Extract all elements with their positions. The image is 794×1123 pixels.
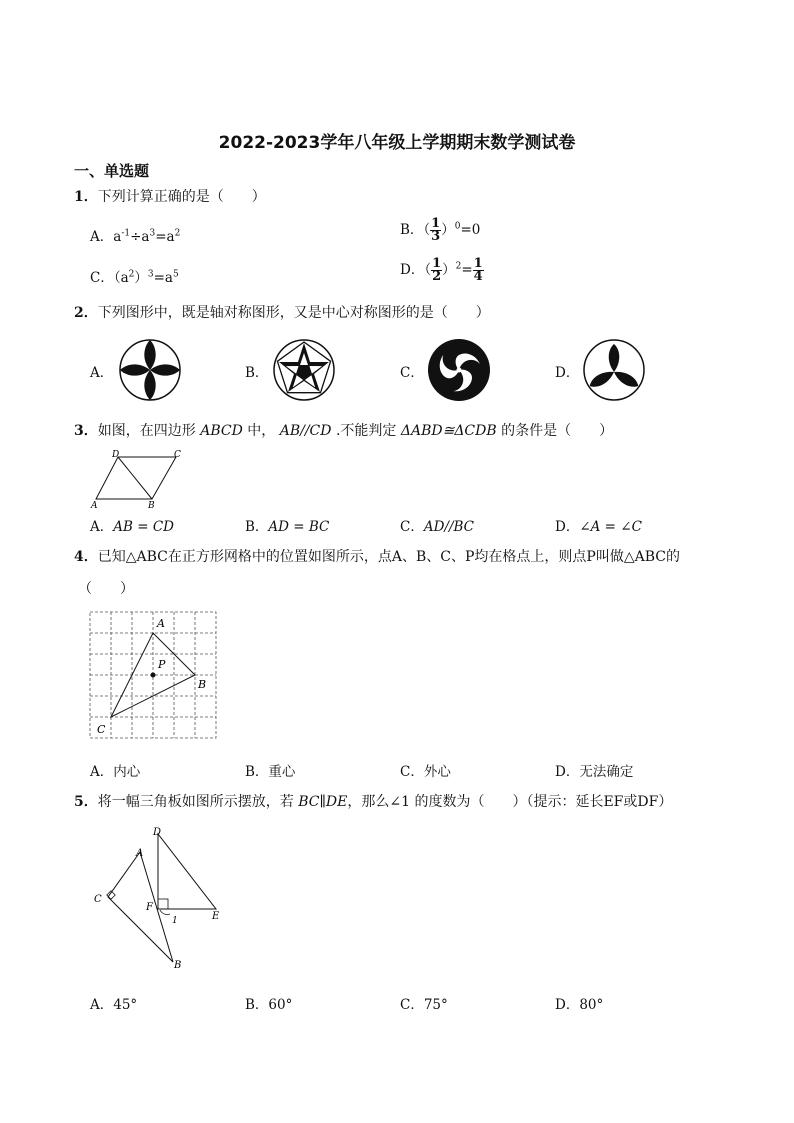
- label-d: D: [112, 450, 120, 460]
- label-a: A: [91, 501, 98, 510]
- denominator: 2: [432, 269, 442, 284]
- label-d: D: [153, 827, 162, 838]
- q5-option-d[interactable]: D．80°: [555, 997, 604, 1013]
- option-label: A．: [90, 519, 114, 535]
- q5-option-a[interactable]: A．45°: [90, 997, 138, 1013]
- math-text: （: [424, 262, 432, 278]
- math-text: =: [461, 262, 473, 278]
- label-f: F: [146, 902, 153, 913]
- exponent: 3: [147, 269, 154, 280]
- option-label: B．: [245, 519, 269, 535]
- option-label: D．: [400, 262, 425, 278]
- stem-text: 中，: [247, 423, 276, 439]
- q1-option-a[interactable]: [90, 225, 180, 245]
- option-label: A．: [90, 229, 114, 245]
- math-text: ）: [134, 270, 148, 286]
- q4-option-c[interactable]: C．外心: [400, 764, 451, 780]
- exponent: 5: [173, 269, 179, 280]
- exponent: 2: [174, 228, 181, 239]
- triangle-boards-figure: [90, 822, 230, 972]
- label-c: C: [174, 450, 181, 460]
- stem-text: 的条件是（ ）: [501, 423, 614, 439]
- math-text: （: [423, 222, 431, 238]
- grid-triangle-figure: [88, 610, 220, 742]
- q4-option-a[interactable]: A．内心: [90, 764, 141, 780]
- numerator: 1: [473, 256, 483, 271]
- math-text: （a: [113, 270, 129, 286]
- fraction: [473, 258, 484, 283]
- exponent: -1: [121, 228, 131, 239]
- math-text: ΔABD≅ΔCDB: [400, 423, 497, 439]
- question-4-stem-continued: （ ）: [78, 581, 134, 597]
- question-stem: 下列图形中，既是轴对称图形，又是中心对称图形的是（ ）: [97, 305, 490, 321]
- question-2: [74, 302, 490, 322]
- q5-option-c[interactable]: C．75°: [400, 997, 448, 1013]
- question-number: 1．: [74, 189, 98, 205]
- option-label: C．: [400, 519, 424, 535]
- fraction: [431, 258, 442, 283]
- section-heading: 一、单选题: [74, 162, 150, 180]
- math-text: AB//CD: [279, 423, 332, 439]
- question-4: [74, 546, 680, 566]
- label-b: B: [148, 501, 155, 510]
- denominator: 4: [473, 269, 483, 284]
- math-text: a: [113, 229, 122, 245]
- question-5: [74, 791, 672, 811]
- question-number: 4．: [74, 549, 98, 565]
- label-a: A: [157, 617, 165, 630]
- math-text: =a: [155, 229, 175, 245]
- math-text: ABCD: [200, 423, 243, 439]
- math-text: ）: [442, 262, 456, 278]
- exponent: 3: [149, 228, 156, 239]
- math-text: AD//BC: [423, 519, 475, 535]
- math-text: =0: [460, 222, 481, 238]
- numerator: 1: [432, 256, 442, 271]
- stem-text: .不能判定: [335, 423, 397, 439]
- q1-option-d[interactable]: [400, 258, 484, 283]
- q3-option-a[interactable]: [90, 515, 174, 535]
- q4-option-b[interactable]: B．重心: [245, 764, 296, 780]
- denominator: 3: [431, 229, 441, 244]
- stem-text: ，那么∠1 的度数为（ ）（提示：延长EF或DF）: [347, 794, 673, 810]
- fraction: [430, 218, 441, 243]
- stem-text: 将一幅三角板如图所示摆放，若: [97, 794, 294, 810]
- question-number: 2．: [74, 305, 98, 321]
- option-label: C．: [90, 270, 114, 286]
- star-pentagon-figure: [271, 337, 337, 403]
- math-text: AD = BC: [268, 519, 330, 535]
- q2-option-b-label[interactable]: B．: [245, 365, 269, 381]
- option-label: B．: [400, 222, 424, 238]
- exponent: 2: [455, 261, 462, 272]
- swirl-figure: [426, 337, 492, 403]
- stem-text: 如图，在四边形: [97, 423, 196, 439]
- math-text: a: [141, 229, 150, 245]
- question-3: [74, 420, 613, 440]
- question-number: 3．: [74, 423, 98, 439]
- label-b: B: [198, 678, 207, 691]
- math-text: ）: [441, 222, 455, 238]
- label-a: A: [136, 848, 144, 859]
- q2-option-d-label[interactable]: D．: [555, 365, 580, 381]
- four-petal-figure: [117, 337, 183, 403]
- numerator: 1: [431, 216, 441, 231]
- q3-option-d[interactable]: [555, 515, 642, 535]
- label-c: C: [97, 723, 106, 736]
- quadrilateral-figure: [88, 448, 188, 510]
- angle-1-label: 1: [172, 916, 178, 926]
- question-1: [74, 186, 266, 206]
- q1-option-c[interactable]: [90, 266, 179, 286]
- exponent: 0: [454, 221, 461, 232]
- label-e: E: [212, 911, 220, 922]
- math-text: =a: [153, 270, 173, 286]
- q2-option-c-label[interactable]: C．: [400, 365, 424, 381]
- label-c: C: [94, 894, 102, 905]
- q2-option-a-label[interactable]: A．: [90, 365, 114, 381]
- label-b: B: [174, 960, 182, 971]
- question-stem: 已知△ABC在正方形网格中的位置如图所示，点A、B、C、P均在格点上，则点P叫做△ABC的: [97, 549, 680, 565]
- three-petal-figure: [581, 337, 647, 403]
- question-number: 5．: [74, 794, 98, 810]
- option-label: D．: [555, 519, 580, 535]
- label-p: P: [158, 658, 166, 671]
- math-text: ÷: [130, 229, 142, 245]
- q3-option-c[interactable]: [400, 515, 474, 535]
- q5-option-b[interactable]: B．60°: [245, 997, 293, 1013]
- q3-option-b[interactable]: [245, 515, 329, 535]
- q1-option-b[interactable]: [400, 218, 480, 243]
- page-title: 2022-2023学年八年级上学期期末数学测试卷: [218, 133, 576, 153]
- math-text: BC∥DE: [298, 794, 348, 810]
- exponent: 2: [128, 269, 135, 280]
- question-stem: 下列计算正确的是（ ）: [97, 189, 266, 205]
- q4-option-d[interactable]: D．无法确定: [555, 764, 634, 780]
- math-text: ∠A = ∠C: [579, 519, 642, 535]
- math-text: AB = CD: [113, 519, 174, 535]
